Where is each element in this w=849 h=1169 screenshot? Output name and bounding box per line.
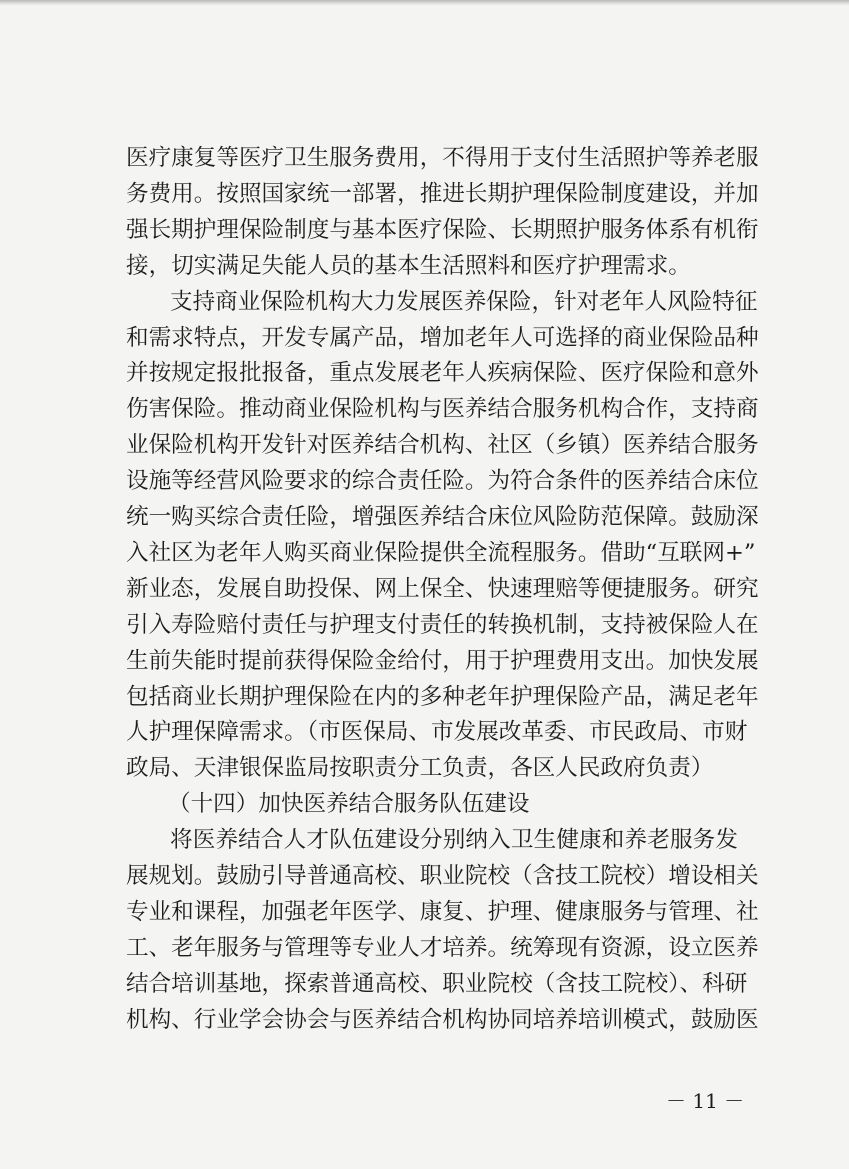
text-line: 设施等经营风险要求的综合责任险。为符合条件的医养结合床位 (126, 468, 759, 495)
text-line: 务费用。按照国家统一部署，推进长期护理保险制度建设，并加 (126, 180, 759, 207)
text-line: 展规划。鼓励引导普通高校、职业院校（含技工院校）增设相关 (126, 863, 759, 889)
text-line: 新业态，发展自助投保、网上保全、快速理赔等便捷服务。研究 (126, 575, 759, 602)
text-line: 支持商业保险机构大力发展医养保险，针对老年人风险特征 (170, 288, 758, 315)
text-line: 政局、天津银保监局按职责分工负责，各区人民政府负责） (126, 755, 714, 782)
text-line: 引入寿险赔付责任与护理支付责任的转换机制，支持被保险人在 (126, 611, 759, 638)
text-line: 工、老年服务与管理等专业人才培养。统筹现有资源，设立医养 (126, 934, 759, 961)
text-line: 机构、行业学会协会与医养结合机构协同培养培训模式，鼓励医 (126, 1006, 759, 1033)
text-line: 伤害保险。推动商业保险机构与医养结合服务机构合作，支持商 (126, 396, 759, 423)
text-line: 包括商业长期护理保险在内的多种老年护理保险产品，满足老年 (126, 683, 759, 710)
text-line: 统一购买综合责任险，增强医养结合床位风险防范保障。鼓励深 (126, 504, 759, 530)
text-line: 医疗康复等医疗卫生服务费用，不得用于支付生活照护等养老服 (126, 145, 759, 171)
scan-top-edge (0, 0, 849, 6)
text-line: 业保险机构开发针对医养结合机构、社区（乡镇）医养结合服务 (126, 432, 759, 459)
text-line: 强长期护理保险制度与基本医疗保险、长期照护服务体系有机衔 (126, 216, 759, 243)
text-line: 入社区为老年人购买商业保险提供全流程服务。借助“互联网+” (126, 539, 756, 566)
text-line: 接，切实满足失能人员的基本生活照料和医疗护理需求。 (126, 252, 691, 279)
text-line: 人护理保障需求。（市医保局、市发展改革委、市民政局、市财 (126, 719, 748, 746)
text-line: 结合培训基地，探索普通高校、职业院校（含技工院校）、科研 (126, 970, 748, 997)
text-line: 将医养结合人才队伍建设分别纳入卫生健康和养老服务发 (170, 827, 738, 854)
text-line: 生前失能时提前获得保险金给付，用于护理费用支出。加快发展 (126, 647, 759, 674)
section-heading: （十四）加快医养结合服务队伍建设 (168, 791, 530, 818)
text-line: 并按规定报批报备，重点发展老年人疾病保险、医疗保险和意外 (126, 360, 759, 387)
text-line: 和需求特点，开发专属产品，增加老年人可选择的商业保险品种 (126, 324, 759, 351)
page-number: － 11 － (666, 1089, 745, 1113)
text-line: 专业和课程，加强老年医学、康复、护理、健康服务与管理、社 (126, 898, 759, 925)
